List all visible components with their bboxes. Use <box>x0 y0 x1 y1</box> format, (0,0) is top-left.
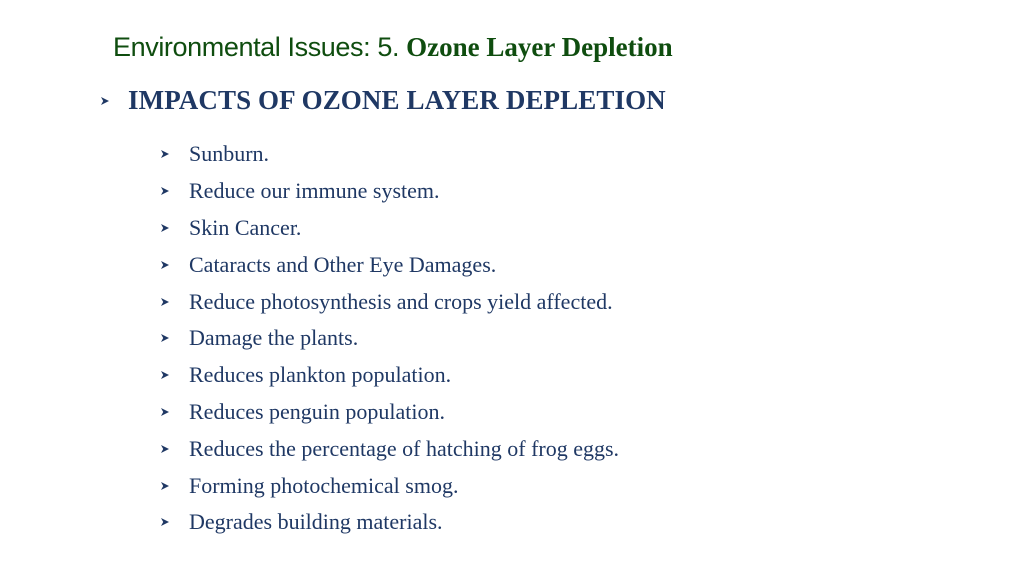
list-item <box>160 394 619 431</box>
arrow-bullet-icon <box>160 407 170 417</box>
list-item-text: Sunburn. <box>189 141 270 167</box>
list-item-text: Reduce photosynthesis and crops yield affected. <box>189 288 613 314</box>
arrow-bullet-icon <box>100 96 110 106</box>
list-item-text: Reduces the percentage of hatching of frog eggs. <box>189 435 620 461</box>
list-item-text: Reduce our immune system. <box>189 178 440 204</box>
list-item-text: Degrades building materials. <box>189 509 443 535</box>
arrow-bullet-icon <box>160 223 170 233</box>
list-item <box>160 283 619 320</box>
list-item <box>160 357 619 394</box>
arrow-bullet-icon <box>160 297 170 307</box>
list-item <box>160 430 619 467</box>
impacts-list <box>160 136 619 541</box>
list-item <box>160 504 619 541</box>
section-heading: IMPACTS OF OZONE LAYER DEPLETION <box>128 85 666 115</box>
list-item-text: Reduces plankton population. <box>189 362 452 388</box>
arrow-bullet-icon <box>160 444 170 454</box>
slide-title <box>113 28 673 71</box>
section-heading-row <box>100 85 666 116</box>
arrow-bullet-icon <box>160 517 170 527</box>
arrow-bullet-icon <box>160 186 170 196</box>
arrow-bullet-icon <box>160 370 170 380</box>
list-item-text: Skin Cancer. <box>189 214 302 240</box>
arrow-bullet-icon <box>160 333 170 343</box>
list-item <box>160 467 619 504</box>
list-item-text: Damage the plants. <box>189 325 359 351</box>
title-separator: : <box>363 32 371 62</box>
arrow-bullet-icon <box>160 149 170 159</box>
list-item <box>160 210 619 247</box>
list-item-text: Forming photochemical smog. <box>189 472 459 498</box>
title-prefix: Environmental Issues <box>113 32 364 62</box>
list-item <box>160 136 619 173</box>
list-item <box>160 246 619 283</box>
arrow-bullet-icon <box>160 260 170 270</box>
list-item <box>160 173 619 210</box>
arrow-bullet-icon <box>160 481 170 491</box>
list-item-text: Cataracts and Other Eye Damages. <box>189 251 497 277</box>
list-item <box>160 320 619 357</box>
list-item-text: Reduces penguin population. <box>189 398 446 424</box>
title-topic: Ozone Layer Depletion <box>406 32 673 62</box>
title-number: 5. <box>370 32 407 62</box>
